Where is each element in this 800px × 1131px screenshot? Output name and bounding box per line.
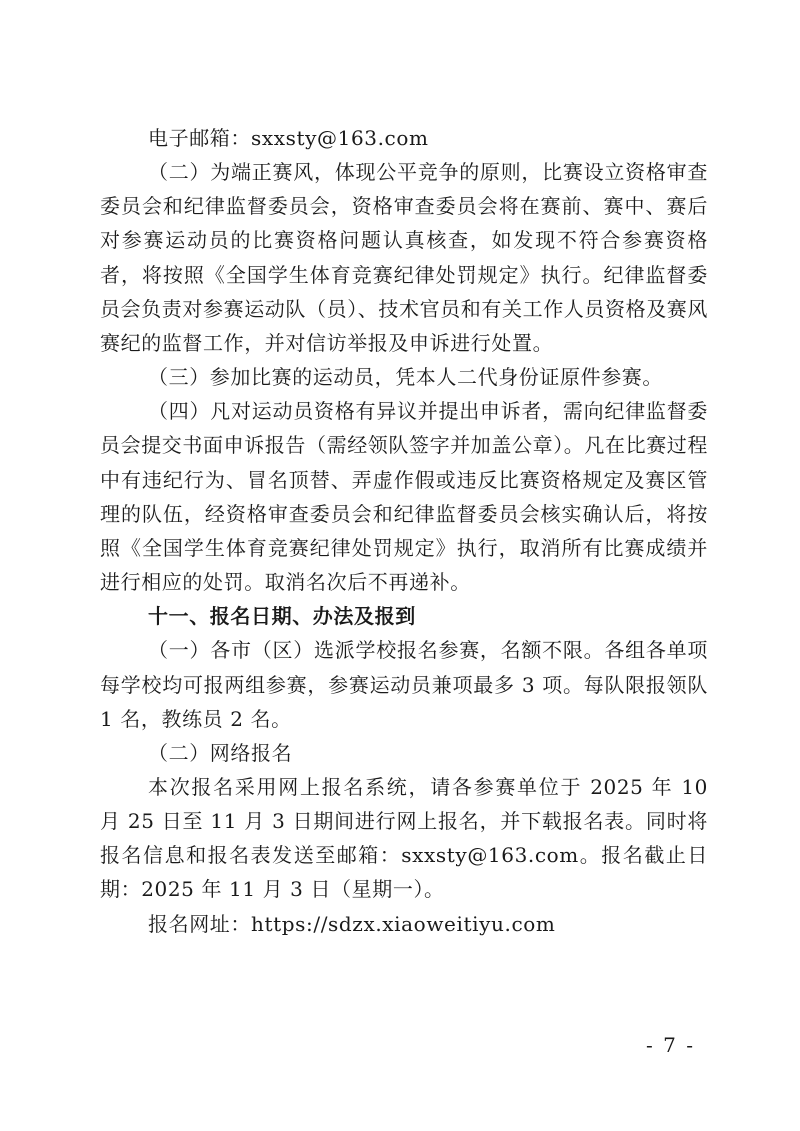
paragraph-registration-period: 本次报名采用网上报名系统，请各参赛单位于 2025 年 10 月 25 日至 11 月 3 日期间进行网上报名，并下载报名表。同时将报名信息和报名表发送至邮箱：sxxsty@163.com。报名截止日期：2025 年 11 月 3 日（星期一）。: [100, 774, 708, 902]
section-heading-registration: 十一、报名日期、办法及报到: [148, 604, 416, 629]
body-text: [100, 121, 708, 941]
paragraph-appeal: （四）凡对运动员资格有异议并提出申诉者，需向纪律监督委员会提交书面申诉报告（需经领队签字并加盖公章）。凡在比赛过程中有违纪行为、冒名顶替、弄虚作假或违反比赛资格规定及赛区管理的队伍，经资格审查委员会和纪律监督委员会核实确认后，将按照《全国学生体育竞赛纪律处罚规定》执行，取消所有比赛成绩并进行相应的处罚。取消名次后不再递补。: [100, 399, 708, 595]
paragraph-id-card: （三）参加比赛的运动员，凭本人二代身份证原件参赛。: [148, 365, 663, 390]
paragraph-quota: （一）各市（区）选派学校报名参赛，名额不限。各组各单项每学校均可报两组参赛，参赛运动员兼项最多 3 项。每队限报领队 1 名，教练员 2 名。: [100, 638, 708, 731]
registration-url-line: 报名网址：https://sdzx.xiaoweitiyu.com: [148, 911, 556, 936]
subheading-online-registration: （二）网络报名: [148, 740, 293, 765]
email-line: 电子邮箱：sxxsty@163.com: [148, 126, 429, 150]
paragraph-qualification-review: （二）为端正赛风，体现公平竞争的原则，比赛设立资格审查委员会和纪律监督委员会，资格审查委员会将在赛前、赛中、赛后对参赛运动员的比赛资格问题认真核查，如发现不符合参赛资格者，将按照《全国学生体育竞赛纪律处罚规定》执行。纪律监督委员会负责对参赛运动队（员）、技术官员和有关工作人员资格及赛风赛纪的监督工作，并对信访举报及申诉进行处置。: [100, 160, 708, 355]
page-number: - 7 -: [646, 1033, 695, 1057]
